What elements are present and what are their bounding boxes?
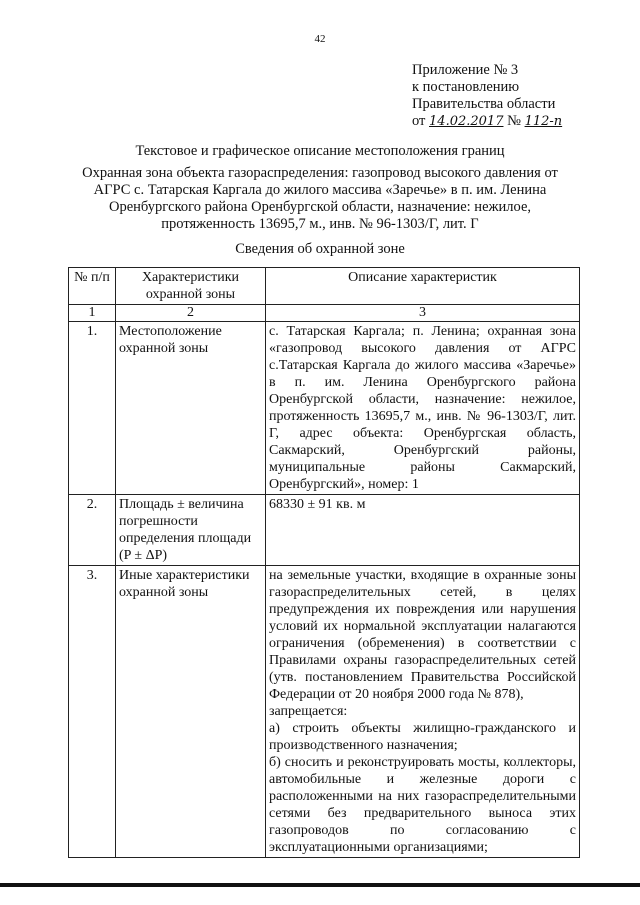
date-prefix: от [412, 113, 426, 129]
row-characteristic: Площадь ± величина погрешности определения площади (P ± ΔP) [116, 495, 266, 566]
restrictions-text: на земельные участки, входящие в охранные зоны газораспределительных сетей, в целях предупреждения их повреждения или нарушения условий их нормальной эксплуатации налагаются ограничения (обременения) в соответствии с Правилами охраны газораспределительных сетей (утв. постановлением Правительства Российской Федерации от 20 ноября 2000 года № 878), [269, 568, 576, 702]
appendix-title: Приложение № 3 [412, 62, 519, 78]
row-number: 3. [69, 566, 116, 858]
prohibited-label: запрещается: [269, 704, 348, 719]
header-characteristics: Характеристики охранной зоны [116, 268, 266, 305]
header-description: Описание характеристик [266, 268, 580, 305]
number-prefix: № [507, 113, 521, 129]
table-row [69, 495, 580, 566]
row-characteristic: Иные характеристики охранной зоны [116, 566, 266, 858]
column-number: 2 [116, 305, 266, 322]
zone-info-table [68, 267, 580, 858]
row-description: 68330 ± 91 кв. м [266, 495, 580, 566]
row-number: 2. [69, 495, 116, 566]
row-description-cell [266, 566, 580, 858]
column-number: 3 [266, 305, 580, 322]
restriction-item-a: а) строить объекты жилищно-гражданского и производственного назначения; [269, 721, 576, 753]
appendix-block [412, 62, 562, 130]
column-number-row [69, 305, 580, 322]
table-title: Сведения об охранной зоне [235, 241, 405, 257]
appendix-resolution: к постановлению [412, 79, 520, 95]
bottom-scan-border [0, 883, 640, 887]
row-number: 1. [69, 322, 116, 495]
row-description: с. Татарская Каргала; п. Ленина; охранная зона «газопровод высокого давления от АГРС с.Татарская Каргала до жилого массива «Заречье» в п. им. Ленина Оренбургского района Оренбургской области, назначение: нежилое, протяженность 13695,7 м., инв. № 96-1303/Г, лит. Г, адрес объекта: Оренбургская область, Сакмарский, Оренбургский районы, муниципальные районы Сакмарский, Оренбургский», номер: 1 [266, 322, 580, 495]
row-characteristic: Местоположение охранной зоны [116, 322, 266, 495]
appendix-date-line [412, 113, 562, 130]
restriction-item-b: б) сносить и реконструировать мосты, коллекторы, автомобильные и железные дороги с расположенными на них газораспределительными сетями без предварительного выноса этих газопроводов по согласованию с эксплуатационными организациями; [269, 755, 576, 855]
column-number: 1 [69, 305, 116, 322]
handwritten-date: 14.02.2017 [429, 114, 504, 129]
table-row [69, 322, 580, 495]
page-number: 42 [314, 33, 326, 45]
zone-subject: Охранная зона объекта газораспределения: газопровод высокого давления от АГРС с. Татарская Каргала до жилого массива «Заречье» в п. им. Ленина Оренбургского района Оренбургской области, назначение: нежилое, протяженность 13695,7 м., инв. № 96-1303/Г, лит. Г [82, 165, 558, 232]
table-row [69, 566, 580, 858]
handwritten-number: 112-п [524, 114, 563, 129]
header-number: № п/п [69, 268, 116, 305]
document-heading: Текстовое и графическое описание местоположения границ [135, 143, 505, 159]
appendix-government: Правительства области [412, 96, 556, 112]
table-header-row [69, 268, 580, 305]
